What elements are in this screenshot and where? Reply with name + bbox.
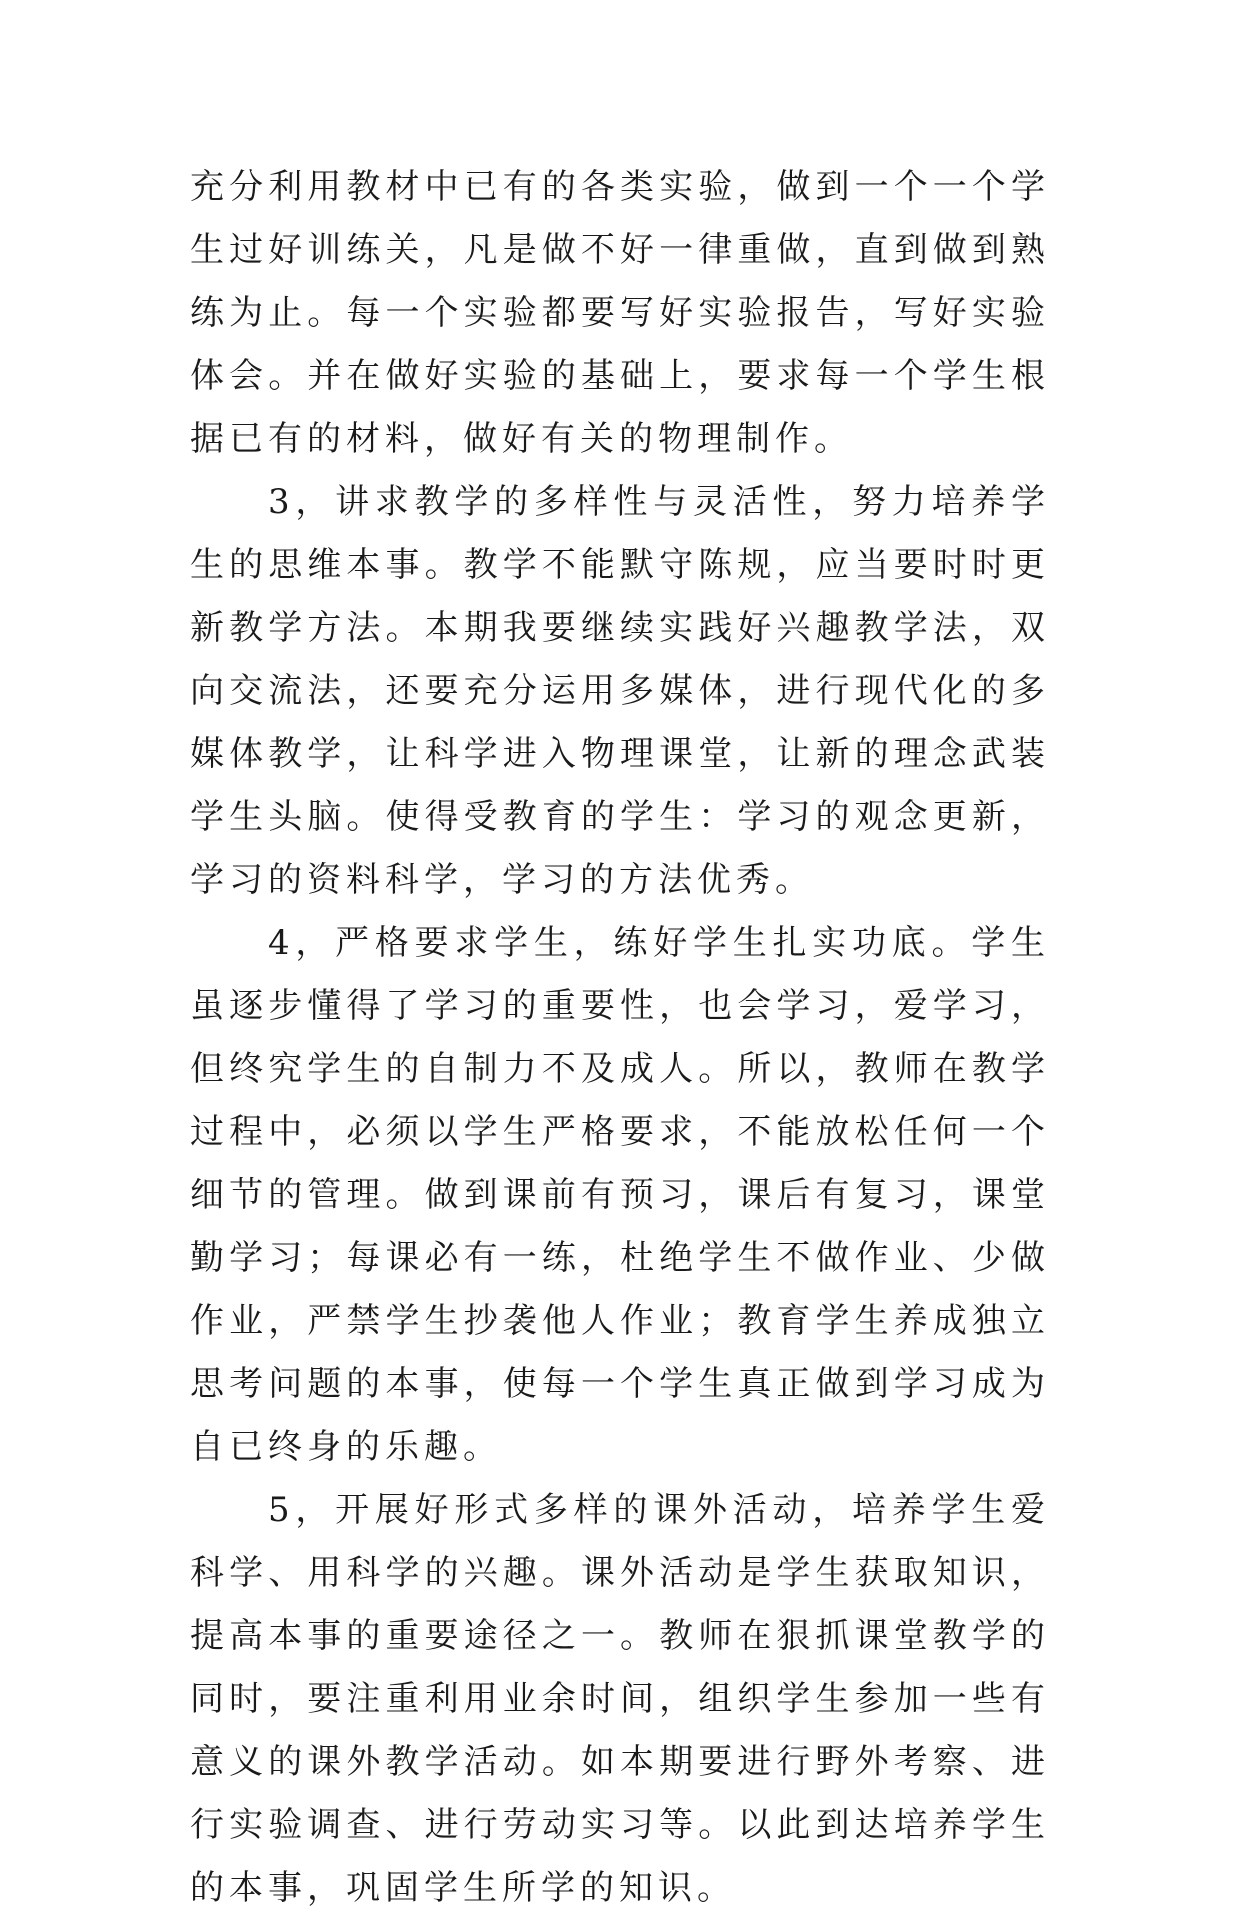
paragraph-continued: 充分利用教材中已有的各类实验，做到一个一个学生过好训练关，凡是做不好一律重做，直到做到熟练为止。每一个实验都要写好实验报告，写好实验体会。并在做好实验的基础上，要求每一个学生根据已有的材料，做好有关的物理制作。 bbox=[190, 167, 1050, 459]
paragraph-item-3: 3，讲求教学的多样性与灵活性，努力培养学生的思维本事。教学不能默守陈规，应当要时时更新教学方法。本期我要继续实践好兴趣教学法，双向交流法，还要充分运用多媒体，进行现代化的多媒体教学，让科学进入物理课堂，让新的理念武装学生头脑。使得受教育的学生：学习的观念更新，学习的资料科学，学习的方法优秀。 bbox=[190, 482, 1050, 900]
document-body bbox=[190, 156, 1050, 1920]
paragraph-item-4: 4，严格要求学生，练好学生扎实功底。学生虽逐步懂得了学习的重要性，也会学习，爱学习，但终究学生的自制力不及成人。所以，教师在教学过程中，必须以学生严格要求，不能放松任何一个细节的管理。做到课前有预习，课后有复习，课堂勤学习；每课必有一练，杜绝学生不做作业、少做作业，严禁学生抄袭他人作业；教育学生养成独立思考问题的本事，使每一个学生真正做到学习成为自已终身的乐趣。 bbox=[190, 923, 1050, 1467]
paragraph-item-5: 5，开展好形式多样的课外活动，培养学生爱科学、用科学的兴趣。课外活动是学生获取知识，提高本事的重要途径之一。教师在狠抓课堂教学的同时，要注重利用业余时间，组织学生参加一些有意义的课外教学活动。如本期要进行野外考察、进行实验调查、进行劳动实习等。以此到达培养学生的本事，巩固学生所学的知识。 bbox=[190, 1490, 1050, 1908]
